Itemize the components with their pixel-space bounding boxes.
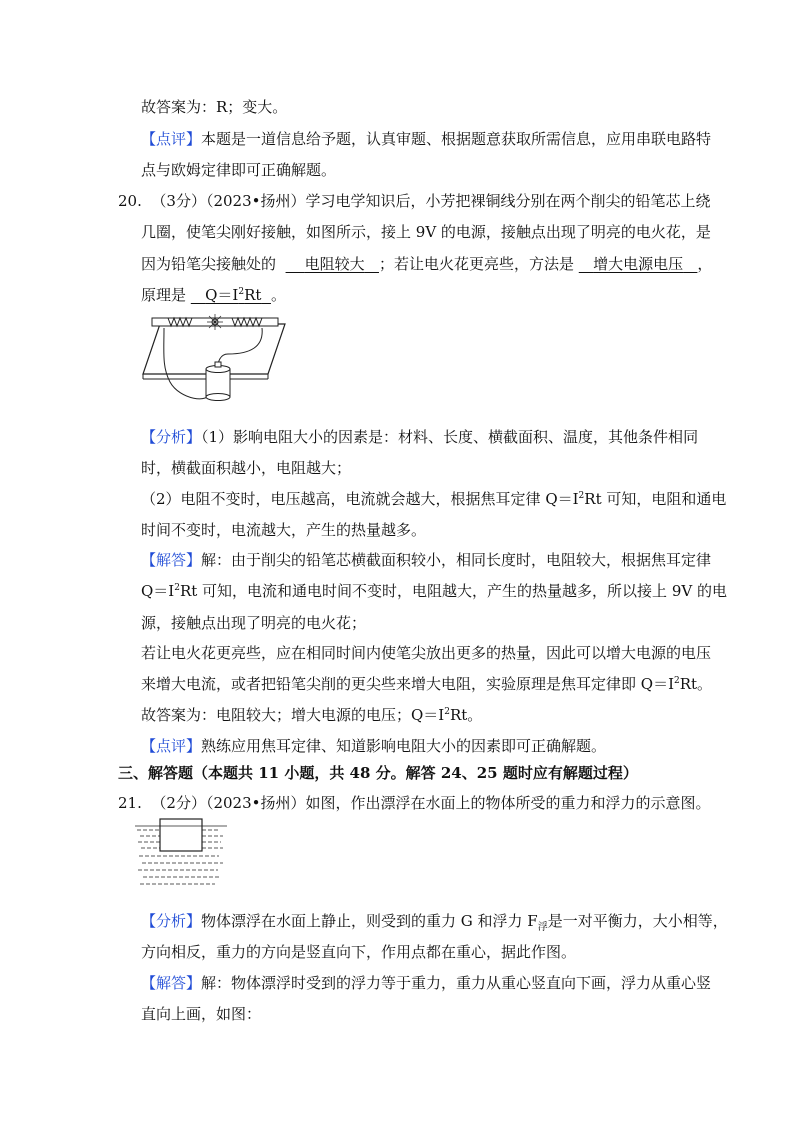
solution-line: 若让电火花更亮些，应在相同时间内使笔尖放出更多的热量，因此可以增大电源的电压	[141, 644, 712, 662]
analysis-tag: 【分析】	[141, 428, 202, 446]
analysis-tag: 【分析】	[141, 912, 202, 930]
analysis-line: 时，横截面积越小，电阻越大；	[141, 459, 352, 477]
blank-answer-1: 电阻较大	[304, 255, 365, 273]
question-number: 20.	[118, 192, 142, 210]
solution-line: $Q=I^2Rt$ 可知，电流和通电时间不变时，电阻越大，产生的热量越多，所以接上 9V 的电	[141, 582, 727, 600]
solution-line: 【解答】解：由于削尖的铅笔芯横截面积较小，相同长度时，电阻较大，根据焦耳定律	[141, 551, 712, 569]
question-line: 因为铅笔尖接触处的 电阻较大 ；若让电火花更亮些，方法是 增大电源电压 ，	[141, 255, 713, 273]
solution-line: 故答案为：电阻较大；增大电源的电压；$Q=I^2Rt$。	[141, 706, 483, 724]
solution-line: 来增大电流，或者把铅笔尖削的更尖些来增大电阻，实验原理是焦耳定律即 $Q=I^2Rt$。	[141, 675, 713, 693]
floating-block-figure	[135, 818, 230, 890]
solution-tag: 【解答】	[141, 974, 202, 992]
question-number: 21.	[118, 794, 142, 812]
question-line: 原理是 $Q=I^2Rt$ 。	[141, 286, 286, 304]
analysis-line: （2）电阻不变时，电压越高，电流就会越大，根据焦耳定律 $Q=I^2Rt$ 可知，电阻和通电	[141, 490, 727, 508]
blank-answer-2: 增大电源电压	[593, 255, 684, 273]
blank-answer-3: $Q=I^2Rt$	[205, 286, 262, 304]
section-heading: 三、解答题（本题共 11 小题，共 48 分。解答 24、25 题时应有解题过程）	[118, 764, 638, 782]
pencil-circuit-figure	[140, 312, 290, 407]
comment-tag: 【点评】	[141, 130, 202, 148]
question-21: 21. （2分）（2023•扬州）如图，作出漂浮在水面上的物体所受的重力和浮力的示意图。	[118, 794, 711, 812]
comment-line: 点与欧姆定律即可正确解题。	[141, 161, 337, 179]
analysis-line: 【分析】物体漂浮在水面上静止，则受到的重力 G 和浮力 $F_浮$是一对平衡力，大小相等，	[141, 912, 728, 933]
solution-line: 源，接触点出现了明亮的电火花；	[141, 614, 367, 632]
comment-line: 【点评】熟练应用焦耳定律、知道影响电阻大小的因素即可正确解题。	[141, 737, 607, 755]
analysis-line: 【分析】（1）影响电阻大小的因素是：材料、长度、横截面积、温度，其他条件相同	[141, 428, 699, 446]
question-20: 20. （3分）（2023•扬州）学习电学知识后，小芳把裸铜线分别在两个削尖的铅笔芯上绕	[118, 192, 711, 210]
analysis-line: 时间不变时，电流越大，产生的热量越多。	[141, 521, 427, 539]
analysis-line: 方向相反，重力的方向是竖直向下，作用点都在重心，据此作图。	[141, 943, 577, 961]
comment-line: 【点评】本题是一道信息给予题，认真审题、根据题意获取所需信息，应用串联电路特	[141, 130, 712, 148]
question-line: 几圈，使笔尖刚好接触，如图所示，接上 9V 的电源，接触点出现了明亮的电火花，是	[141, 223, 711, 241]
solution-line: 直向上画，如图：	[141, 1005, 262, 1023]
solution-tag: 【解答】	[141, 551, 202, 569]
solution-line: 【解答】解：物体漂浮时受到的浮力等于重力，重力从重心竖直向下画，浮力从重心竖	[141, 974, 712, 992]
answer-line: 故答案为：R；变大。	[141, 98, 288, 116]
comment-tag: 【点评】	[141, 737, 202, 755]
